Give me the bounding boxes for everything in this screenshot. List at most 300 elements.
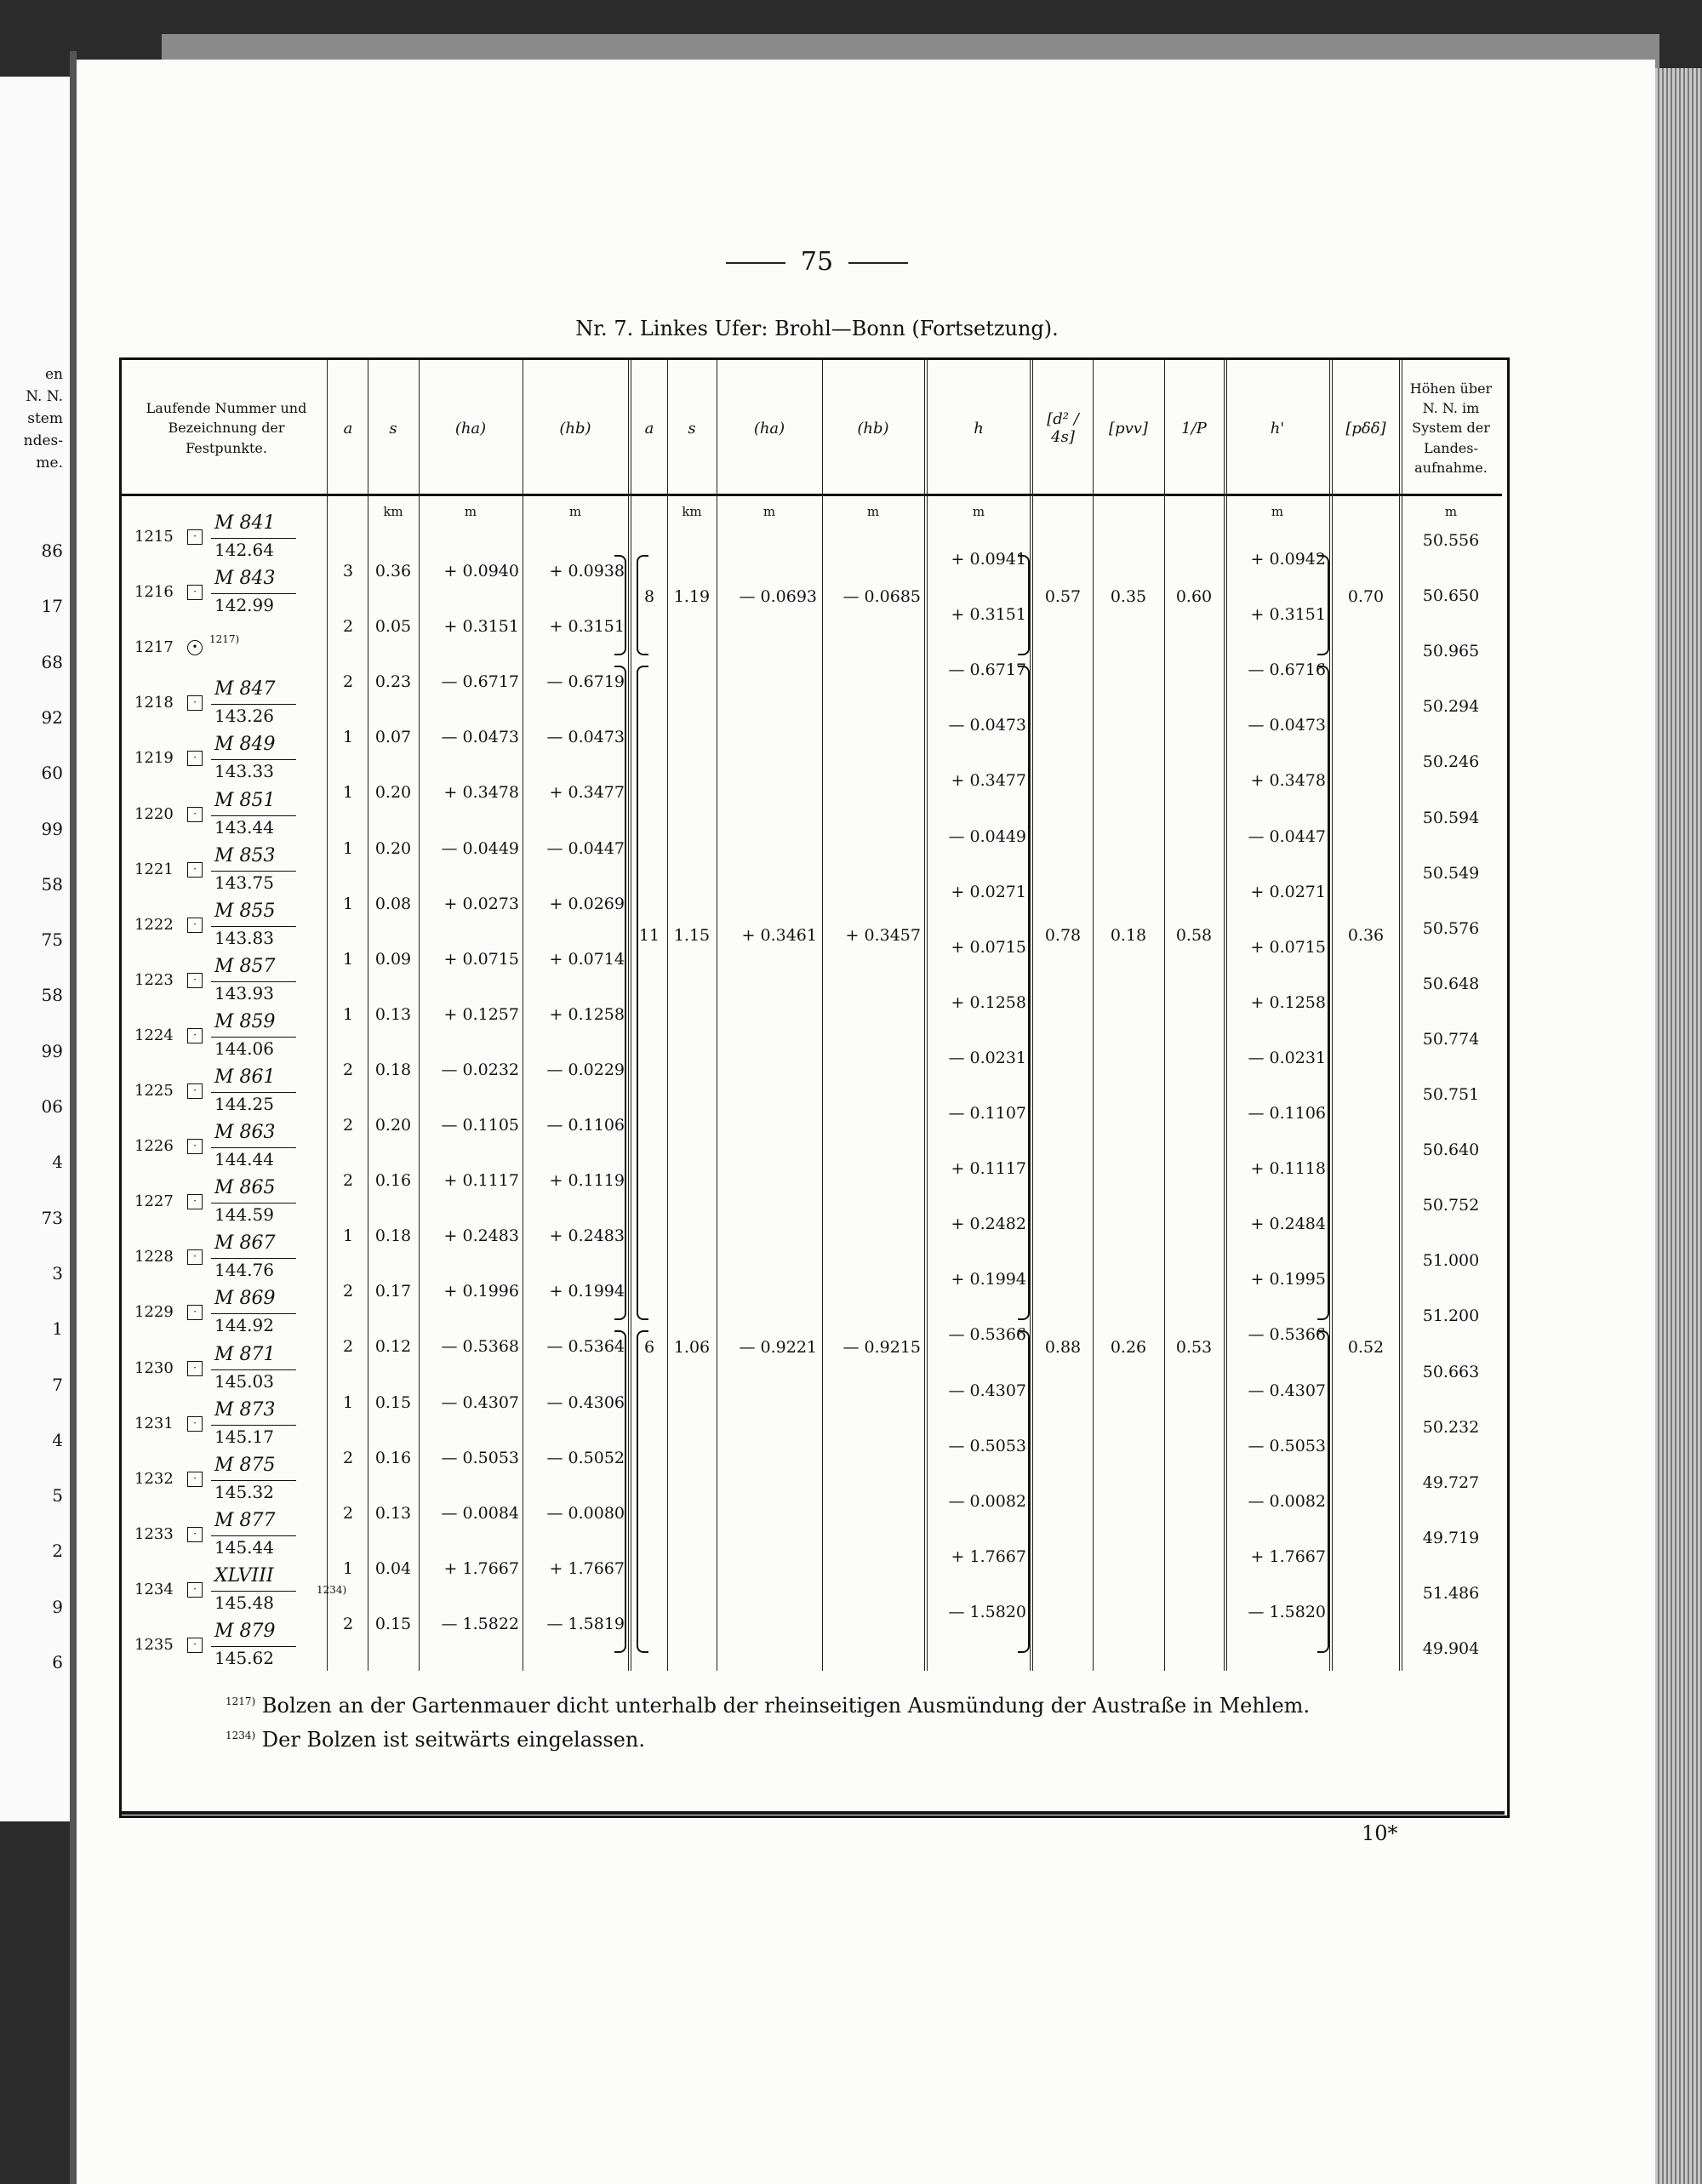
fraction-rule <box>211 871 296 872</box>
benchmark-symbol-icon: · <box>187 1083 203 1099</box>
segment-h: — 0.0082 <box>948 1491 1026 1511</box>
group-p: 0.53 <box>1175 1338 1213 1357</box>
segment-hprime: — 0.0082 <box>1248 1491 1326 1511</box>
segment-hb: + 0.1119 <box>549 1171 625 1191</box>
segment-ha: + 0.3151 <box>443 617 519 637</box>
segment-ha: + 0.2483 <box>443 1226 519 1246</box>
col-header-a: a <box>343 419 353 437</box>
left-fragment-value: 7 <box>52 1374 63 1395</box>
fraction-rule <box>211 1258 296 1259</box>
segment-ha: + 0.1996 <box>443 1282 519 1301</box>
height-nn: 50.965 <box>1422 642 1480 661</box>
segment-hprime: — 0.4307 <box>1248 1381 1326 1400</box>
row-number: 1224 <box>134 1026 174 1044</box>
unit-hoehen: m <box>1444 504 1458 519</box>
segment-hb: + 0.1258 <box>549 1004 625 1024</box>
left-fragment-value: 58 <box>41 873 63 895</box>
left-fragment-header: en <box>44 366 63 383</box>
col-header-p: 1/P <box>1181 419 1207 437</box>
segment-hprime: — 0.0447 <box>1248 826 1326 846</box>
segment-h: — 0.6717 <box>948 660 1026 680</box>
row-number: 1219 <box>134 749 174 768</box>
segment-h: + 1.7667 <box>951 1547 1026 1566</box>
col-rule <box>1329 360 1333 1671</box>
benchmark-symbol-icon: · <box>187 1638 203 1653</box>
segment-hb: — 0.1106 <box>546 1116 625 1135</box>
benchmark-symbol-icon: · <box>187 918 203 933</box>
benchmark-symbol-icon: · <box>187 1416 203 1432</box>
segment-s: 0.20 <box>374 1116 412 1135</box>
unit-hb2: m <box>866 504 880 519</box>
left-fragment-value: 86 <box>41 540 63 561</box>
group-d2: 0.78 <box>1044 926 1082 945</box>
height-nn: 49.727 <box>1422 1472 1480 1492</box>
height-nn: 50.752 <box>1422 1196 1480 1215</box>
group-a: 8 <box>643 587 655 606</box>
row-number: 1227 <box>134 1192 174 1211</box>
segment-h: — 0.4307 <box>948 1381 1026 1400</box>
segment-hprime: + 0.0271 <box>1250 882 1326 901</box>
col-header-hb: (hb) <box>559 419 591 437</box>
segment-s: 0.20 <box>374 783 412 803</box>
fraction-rule <box>211 1313 296 1314</box>
benchmark-height: 143.33 <box>214 761 274 782</box>
benchmark-height: 144.76 <box>214 1260 274 1281</box>
left-fragment-value: 4 <box>52 1429 63 1450</box>
benchmark-symbol-icon: · <box>187 1249 203 1265</box>
segment-ha: + 0.1257 <box>443 1004 519 1024</box>
segment-h: + 0.1117 <box>951 1159 1026 1179</box>
segment-hprime: + 1.7667 <box>1250 1547 1326 1566</box>
segment-hb: — 0.0447 <box>546 838 625 858</box>
group-brace <box>637 666 648 1320</box>
segment-ha: — 0.0473 <box>441 728 519 747</box>
benchmark-height: 144.25 <box>214 1094 274 1114</box>
col-header-s2: s <box>688 419 696 437</box>
benchmark-mark: M 851 <box>214 789 276 811</box>
left-fragment-value: 60 <box>41 763 63 784</box>
benchmark-symbol-icon: · <box>187 1305 203 1320</box>
segment-a: 2 <box>342 1614 354 1633</box>
segment-ha: + 0.0715 <box>443 949 519 969</box>
bottom-rule <box>119 1811 1505 1815</box>
segment-hprime: — 1.5820 <box>1248 1602 1326 1621</box>
benchmark-mark: M 849 <box>214 734 276 756</box>
benchmark-height: 142.64 <box>214 540 274 560</box>
book-page-edges <box>1655 68 1702 2184</box>
col-header-a2: a <box>644 419 654 437</box>
segment-hb: + 0.0714 <box>549 949 625 969</box>
row-number: 1234 <box>134 1580 174 1598</box>
group-a: 6 <box>643 1338 655 1357</box>
row-label <box>126 568 330 631</box>
group-brace <box>1018 1330 1030 1653</box>
height-nn: 50.650 <box>1422 586 1480 606</box>
group-ha: + 0.3461 <box>741 926 817 945</box>
segment-hb: + 1.7667 <box>549 1558 625 1578</box>
segment-ha: — 0.5053 <box>441 1448 519 1467</box>
benchmark-mark: M 859 <box>214 1010 276 1032</box>
fraction-rule <box>211 704 296 705</box>
height-nn: 51.486 <box>1422 1583 1480 1603</box>
segment-hb: — 0.4306 <box>546 1392 625 1412</box>
benchmark-symbol-icon: · <box>187 807 203 822</box>
row-number: 1223 <box>134 970 174 989</box>
segment-a: 1 <box>342 838 354 858</box>
footnote-ref: 1234) <box>317 1583 347 1596</box>
group-ha: — 0.0693 <box>739 587 817 606</box>
row-number: 1231 <box>134 1414 174 1432</box>
height-nn: 50.294 <box>1422 697 1480 717</box>
benchmark-mark: M 867 <box>214 1232 276 1255</box>
col-rule <box>1030 360 1033 1671</box>
segment-h: + 0.3151 <box>951 605 1026 625</box>
segment-h: — 0.0473 <box>948 716 1026 735</box>
row-label <box>126 1621 330 1684</box>
height-nn: 50.774 <box>1422 1029 1480 1049</box>
benchmark-symbol-icon: · <box>187 1527 203 1542</box>
left-fragment-value: 5 <box>52 1485 63 1507</box>
segment-h: — 0.5366 <box>948 1325 1026 1345</box>
benchmark-height: 145.32 <box>214 1481 274 1502</box>
segment-s: 0.04 <box>374 1558 412 1578</box>
fraction-rule <box>211 1646 296 1647</box>
segment-hb: + 0.2483 <box>549 1226 625 1246</box>
segment-hprime: + 0.0942 <box>1250 550 1326 569</box>
segment-hb: — 0.0229 <box>546 1060 625 1079</box>
benchmark-height: 143.75 <box>214 872 274 893</box>
segment-ha: + 0.0940 <box>443 562 519 580</box>
segment-h: + 0.0271 <box>951 882 1026 901</box>
segment-a: 1 <box>342 1392 354 1412</box>
segment-hprime: — 0.1106 <box>1248 1104 1326 1123</box>
height-nn: 50.576 <box>1422 918 1480 938</box>
benchmark-mark: M 853 <box>214 844 276 866</box>
benchmark-height: 144.92 <box>214 1315 274 1336</box>
segment-hprime: — 0.5366 <box>1248 1325 1326 1345</box>
segment-hprime: + 0.1995 <box>1250 1270 1326 1289</box>
benchmark-height: 144.06 <box>214 1038 274 1059</box>
benchmark-mark: M 863 <box>214 1122 276 1144</box>
segment-hprime: + 0.2484 <box>1250 1215 1326 1234</box>
benchmark-symbol-icon: · <box>187 1194 203 1209</box>
row-number: 1226 <box>134 1137 174 1156</box>
group-s: 1.19 <box>673 587 711 606</box>
left-fragment-value: 6 <box>52 1652 63 1672</box>
col-header-hb2: (hb) <box>857 419 889 437</box>
benchmark-mark: M 871 <box>214 1343 276 1365</box>
unit-h: m <box>972 504 985 519</box>
benchmark-mark: M 869 <box>214 1288 276 1310</box>
segment-a: 2 <box>342 1116 354 1135</box>
segment-s: 0.23 <box>374 672 412 692</box>
row-number: 1235 <box>134 1636 174 1654</box>
row-number: 1215 <box>134 528 174 546</box>
segment-hb: — 0.5364 <box>546 1337 625 1357</box>
row-number: 1220 <box>134 804 174 823</box>
group-pdd: 0.52 <box>1347 1338 1385 1357</box>
group-brace <box>1018 666 1030 1320</box>
segment-a: 2 <box>342 672 354 692</box>
col-header-d2: [d² / 4s] <box>1047 410 1079 446</box>
col-header-s: s <box>389 419 397 437</box>
group-hb: — 0.9215 <box>842 1338 921 1357</box>
segment-a: 2 <box>342 1282 354 1301</box>
left-fragment-value: 99 <box>41 1040 63 1061</box>
benchmark-height: 145.03 <box>214 1370 274 1392</box>
group-pvv: 0.35 <box>1110 587 1147 606</box>
segment-a: 1 <box>342 783 354 803</box>
segment-a: 1 <box>342 949 354 969</box>
left-fragment-value: 92 <box>41 706 63 728</box>
segment-s: 0.15 <box>374 1392 412 1412</box>
unit-s: km <box>383 504 403 519</box>
segment-h: — 0.0449 <box>948 826 1026 846</box>
group-p: 0.60 <box>1175 587 1213 606</box>
benchmark-symbol-icon: · <box>187 695 203 711</box>
col-header-h: h <box>974 419 984 437</box>
segment-hb: + 0.3477 <box>549 783 625 803</box>
segment-h: — 0.1107 <box>948 1104 1026 1123</box>
segment-s: 0.18 <box>374 1060 412 1079</box>
col-rule <box>419 360 420 1671</box>
segment-h: + 0.3477 <box>951 771 1026 791</box>
fraction-rule <box>211 593 296 594</box>
benchmark-height: 143.83 <box>214 927 274 948</box>
segment-hprime: + 0.1118 <box>1250 1159 1326 1179</box>
left-fragment-header: ndes- <box>23 432 63 449</box>
segment-hb: + 0.3151 <box>549 617 625 637</box>
left-fragment-value: 2 <box>52 1541 63 1562</box>
segment-ha: + 0.3478 <box>443 783 519 803</box>
benchmark-height: 143.44 <box>214 816 274 838</box>
segment-a: 1 <box>342 1004 354 1024</box>
row-number: 1228 <box>134 1248 174 1266</box>
group-hb: — 0.0685 <box>842 587 921 606</box>
height-nn: 51.000 <box>1422 1251 1480 1271</box>
segment-a: 1 <box>342 728 354 747</box>
fraction-rule <box>211 1425 296 1426</box>
benchmark-mark: M 861 <box>214 1066 276 1088</box>
benchmark-symbol-icon: · <box>187 862 203 878</box>
unit-hprime: m <box>1271 504 1284 519</box>
fraction-rule <box>211 1535 296 1536</box>
benchmark-mark: M 841 <box>214 512 276 534</box>
group-a: 11 <box>638 926 660 945</box>
segment-ha: — 0.4307 <box>441 1392 519 1412</box>
benchmark-mark: M 873 <box>214 1398 276 1421</box>
segment-ha: — 0.0449 <box>441 838 519 858</box>
left-fragment-value: 06 <box>41 1096 63 1117</box>
benchmark-mark: XLVIII <box>214 1564 274 1587</box>
fraction-rule <box>211 1147 296 1148</box>
height-nn: 50.232 <box>1422 1417 1480 1437</box>
group-hb: + 0.3457 <box>845 926 921 945</box>
row-number: 1217 <box>134 638 174 657</box>
benchmark-mark: M 877 <box>214 1509 276 1531</box>
segment-s: 0.18 <box>374 1226 412 1246</box>
row-number: 1225 <box>134 1082 174 1100</box>
col-rule <box>628 360 631 1671</box>
benchmark-symbol-icon: · <box>187 529 203 545</box>
segment-s: 0.12 <box>374 1337 412 1357</box>
segment-a: 2 <box>342 1060 354 1079</box>
segment-hb: + 0.0269 <box>549 894 625 913</box>
segment-a: 1 <box>342 894 354 913</box>
benchmark-symbol-icon: · <box>187 1582 203 1598</box>
segment-h: — 0.5053 <box>948 1436 1026 1455</box>
left-fragment-value: 3 <box>52 1262 63 1284</box>
fraction-rule <box>211 1591 296 1592</box>
segment-s: 0.09 <box>374 949 412 969</box>
segment-hprime: — 0.0231 <box>1248 1048 1326 1067</box>
row-number: 1230 <box>134 1358 174 1377</box>
segment-h: + 0.1258 <box>951 992 1026 1012</box>
unit-ha2: m <box>762 504 776 519</box>
segment-s: 0.16 <box>374 1171 412 1191</box>
segment-s: 0.13 <box>374 1503 412 1523</box>
fraction-rule <box>211 538 296 539</box>
segment-ha: — 0.0232 <box>441 1060 519 1079</box>
benchmark-height: 145.17 <box>214 1426 274 1447</box>
segment-hb: — 0.5052 <box>546 1448 625 1467</box>
col-rule <box>1093 360 1094 1671</box>
col-header-pvv: [pvv] <box>1109 419 1148 437</box>
header-rule <box>122 494 1502 496</box>
segment-s: 0.20 <box>374 838 412 858</box>
footnote-1234: $^{1234)}$ Der Bolzen ist seitwärts eingelassen. <box>226 1728 645 1752</box>
benchmark-mark: M 879 <box>214 1621 276 1642</box>
group-s: 1.06 <box>673 1338 711 1357</box>
benchmark-symbol-icon: · <box>187 1472 203 1487</box>
col-header-ha2: (ha) <box>753 419 785 437</box>
fraction-rule <box>211 1369 296 1370</box>
benchmark-symbol-icon: · <box>187 1361 203 1376</box>
height-nn: 50.594 <box>1422 808 1480 827</box>
row-number: 1216 <box>134 583 174 602</box>
left-fragment-value: 73 <box>41 1207 63 1228</box>
group-pvv: 0.26 <box>1110 1338 1147 1357</box>
segment-s: 0.17 <box>374 1282 412 1301</box>
benchmark-symbol-icon: · <box>187 751 203 766</box>
col-header-laufende: Laufende Nummer und Bezeichnung der Festpunkte. <box>146 400 307 456</box>
unit-ha: m <box>464 504 477 519</box>
left-fragment-value: 58 <box>41 985 63 1006</box>
benchmark-mark: M 865 <box>214 1177 276 1199</box>
segment-hprime: + 0.3151 <box>1250 605 1326 625</box>
fraction-rule <box>211 759 296 760</box>
segment-hprime: + 0.0715 <box>1250 937 1326 957</box>
segment-hprime: — 0.6716 <box>1248 660 1326 680</box>
segment-s: 0.36 <box>374 562 412 580</box>
segment-h: + 0.0941 <box>951 550 1026 569</box>
group-brace <box>614 555 626 655</box>
segment-ha: — 1.5822 <box>441 1614 519 1633</box>
unit-s2: km <box>682 504 702 519</box>
segment-a: 2 <box>342 1337 354 1357</box>
row-number: 1229 <box>134 1303 174 1322</box>
group-brace <box>614 666 626 1320</box>
col-rule <box>924 360 928 1671</box>
fraction-rule <box>211 815 296 816</box>
segment-h: + 0.2482 <box>951 1215 1026 1234</box>
segment-h: + 0.0715 <box>951 937 1026 957</box>
benchmark-mark: M 857 <box>214 955 276 977</box>
height-nn: 49.904 <box>1422 1639 1480 1658</box>
benchmark-symbol-icon: · <box>187 1028 203 1043</box>
segment-h: + 0.1994 <box>951 1270 1026 1289</box>
benchmark-height: 142.99 <box>214 595 274 616</box>
row-number: 1233 <box>134 1524 174 1543</box>
group-s: 1.15 <box>673 926 711 945</box>
footnote-1217: $^{1217)}$ Bolzen an der Gartenmauer dicht unterhalb der rheinseitigen Ausmündung der Austraße in Mehlem. <box>226 1694 1311 1718</box>
height-nn: 49.719 <box>1422 1528 1480 1547</box>
bolt-symbol-icon: • <box>187 640 203 655</box>
segment-hprime: + 0.3478 <box>1250 771 1326 791</box>
left-page-fragment <box>0 77 72 1821</box>
col-rule <box>822 360 823 1671</box>
left-fragment-value: 99 <box>41 818 63 839</box>
benchmark-height: 145.62 <box>214 1648 274 1668</box>
left-fragment-value: 17 <box>41 596 63 617</box>
table-title: Nr. 7. Linkes Ufer: Brohl—Bonn (Fortsetzung). <box>575 317 1059 340</box>
group-brace <box>614 1330 626 1653</box>
segment-ha: + 0.1117 <box>443 1171 519 1191</box>
segment-hprime: + 0.1258 <box>1250 992 1326 1012</box>
segment-hprime: — 0.0473 <box>1248 716 1326 735</box>
segment-ha: — 0.1105 <box>441 1116 519 1135</box>
height-nn: 50.246 <box>1422 752 1480 772</box>
page-number: 75 <box>706 247 928 277</box>
left-fragment-value: 75 <box>41 929 63 951</box>
group-brace <box>637 1330 648 1653</box>
group-ha: — 0.9221 <box>739 1338 817 1357</box>
left-fragment-header: stem <box>27 410 63 427</box>
row-number: 1218 <box>134 694 174 712</box>
group-pdd: 0.36 <box>1347 926 1385 945</box>
segment-s: 0.07 <box>374 728 412 747</box>
footnote-ref: 1217) <box>209 633 240 646</box>
col-rule <box>667 360 668 1671</box>
segment-hb: — 0.0080 <box>546 1503 625 1523</box>
fraction-rule <box>211 1092 296 1093</box>
segment-ha: + 1.7667 <box>443 1558 519 1578</box>
segment-s: 0.08 <box>374 894 412 913</box>
left-fragment-value: 9 <box>52 1596 63 1617</box>
segment-hb: + 0.1994 <box>549 1282 625 1301</box>
signature-mark: 10* <box>1362 1821 1398 1845</box>
benchmark-height: 144.59 <box>214 1204 274 1226</box>
left-fragment-value: 4 <box>52 1152 63 1173</box>
benchmark-height: 144.44 <box>214 1149 274 1170</box>
group-p: 0.58 <box>1175 926 1213 945</box>
col-header-hprime: h' <box>1270 419 1285 437</box>
segment-a: 2 <box>342 617 354 637</box>
segment-a: 2 <box>342 1448 354 1467</box>
left-fragment-header: me. <box>36 455 63 472</box>
height-nn: 50.640 <box>1422 1141 1480 1160</box>
unit-hb: m <box>568 504 582 519</box>
group-d2: 0.88 <box>1044 1338 1082 1357</box>
segment-h: — 0.0231 <box>948 1048 1026 1067</box>
benchmark-symbol-icon: · <box>187 585 203 600</box>
segment-s: 0.16 <box>374 1448 412 1467</box>
segment-s: 0.05 <box>374 617 412 637</box>
segment-a: 1 <box>342 1226 354 1246</box>
benchmark-symbol-icon: · <box>187 1139 203 1154</box>
book-gutter <box>70 51 77 2184</box>
height-nn: 51.200 <box>1422 1306 1480 1326</box>
